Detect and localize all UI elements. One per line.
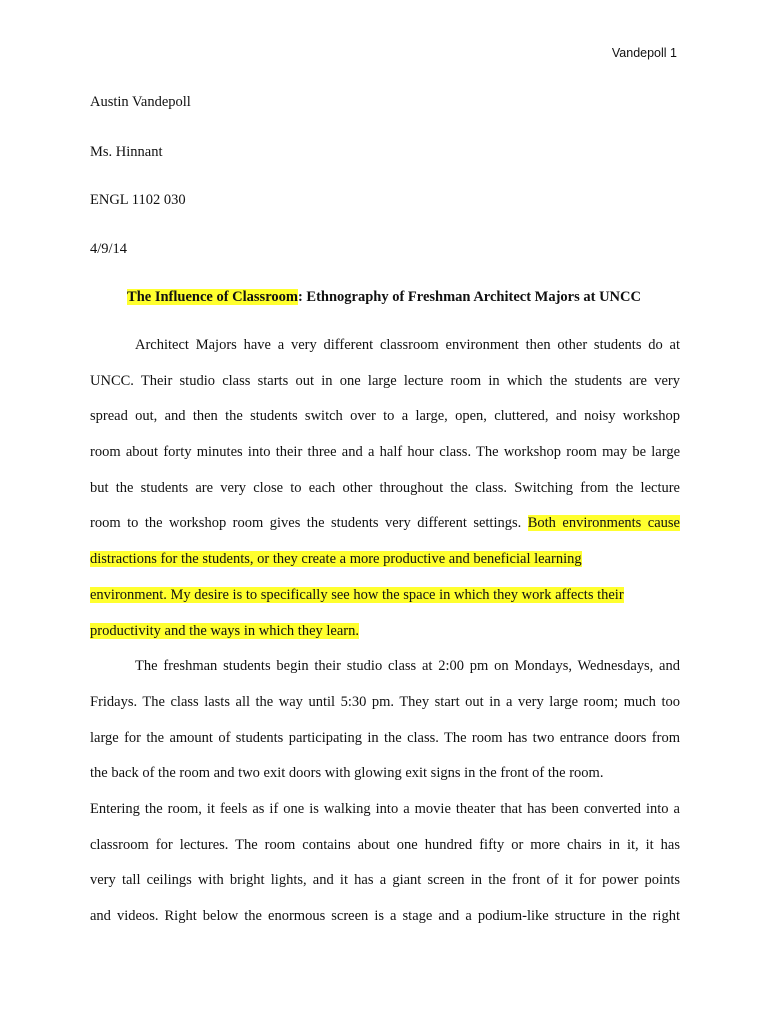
text-run: Architect Majors have a very different classroom environment then other students do at xyxy=(135,337,680,353)
text-line xyxy=(90,372,680,408)
text-run: spread out, and then the students switch over to a large, open, cluttered, and noisy workshop xyxy=(90,408,680,425)
date: 4/9/14 xyxy=(90,241,128,257)
author-name: Austin Vandepoll xyxy=(90,94,191,110)
title-highlighted: The Influence of Classroom xyxy=(127,289,298,305)
text-run: the back of the room and two exit doors with glowing exit signs in the front of the room. xyxy=(90,765,604,782)
text-run: but the students are very close to each other throughout the class. Switching from the lecture xyxy=(90,479,680,496)
text-run: UNCC. Their studio class starts out in one large lecture room in which the students are very xyxy=(90,372,680,389)
text-run: classroom for lectures. The room contains about one hundred fifty or more chairs in it, it has xyxy=(90,836,680,853)
text-run: Entering the room, it feels as if one is walking into a movie theater that has been converted into a xyxy=(90,800,680,817)
text-line xyxy=(90,443,680,479)
text-line xyxy=(90,907,680,943)
running-head: Vandepoll 1 xyxy=(611,46,677,60)
body-text xyxy=(90,336,680,943)
title-rest: : Ethnography of Freshman Architect Majors at UNCC xyxy=(297,289,641,305)
text-line xyxy=(90,514,680,550)
text-line xyxy=(90,657,680,693)
text-run: large for the amount of students participating in the class. The room has two entrance doors from xyxy=(90,729,680,746)
text-line xyxy=(90,479,680,515)
text-run: very tall ceilings with bright lights, and it has a giant screen in the front of it for power points xyxy=(90,872,680,889)
text-run: room to the workshop room gives the students very different settings. xyxy=(90,515,528,532)
text-line xyxy=(90,871,680,907)
text-line xyxy=(90,800,680,836)
text-run: room about forty minutes into their three and a half hour class. The workshop room may be large xyxy=(90,444,680,461)
text-line xyxy=(90,586,680,622)
text-line xyxy=(90,407,680,443)
instructor-name: Ms. Hinnant xyxy=(90,144,163,160)
highlighted-text-run: environment. My desire is to specifically see how the space in which they work affects their xyxy=(90,586,624,603)
text-line xyxy=(90,336,680,372)
text-line xyxy=(90,836,680,872)
text-run: The freshman students begin their studio class at 2:00 pm on Mondays, Wednesdays, and xyxy=(135,658,680,675)
text-line xyxy=(90,550,680,586)
text-line xyxy=(90,622,680,658)
text-line xyxy=(90,729,680,765)
text-line xyxy=(90,764,680,800)
text-run: and videos. Right below the enormous screen is a stage and a podium-like structure in the right xyxy=(90,908,680,924)
highlighted-text-run: Both environments cause xyxy=(527,515,680,532)
text-line xyxy=(90,693,680,729)
highlighted-text-run: distractions for the students, or they create a more productive and beneficial learning xyxy=(90,551,582,568)
highlighted-text-run: productivity and the ways in which they learn. xyxy=(90,622,359,639)
course-code: ENGL 1102 030 xyxy=(90,192,186,208)
paper-title xyxy=(0,288,768,306)
text-run: Fridays. The class lasts all the way until 5:30 pm. They start out in a very large room; much too xyxy=(90,693,680,710)
